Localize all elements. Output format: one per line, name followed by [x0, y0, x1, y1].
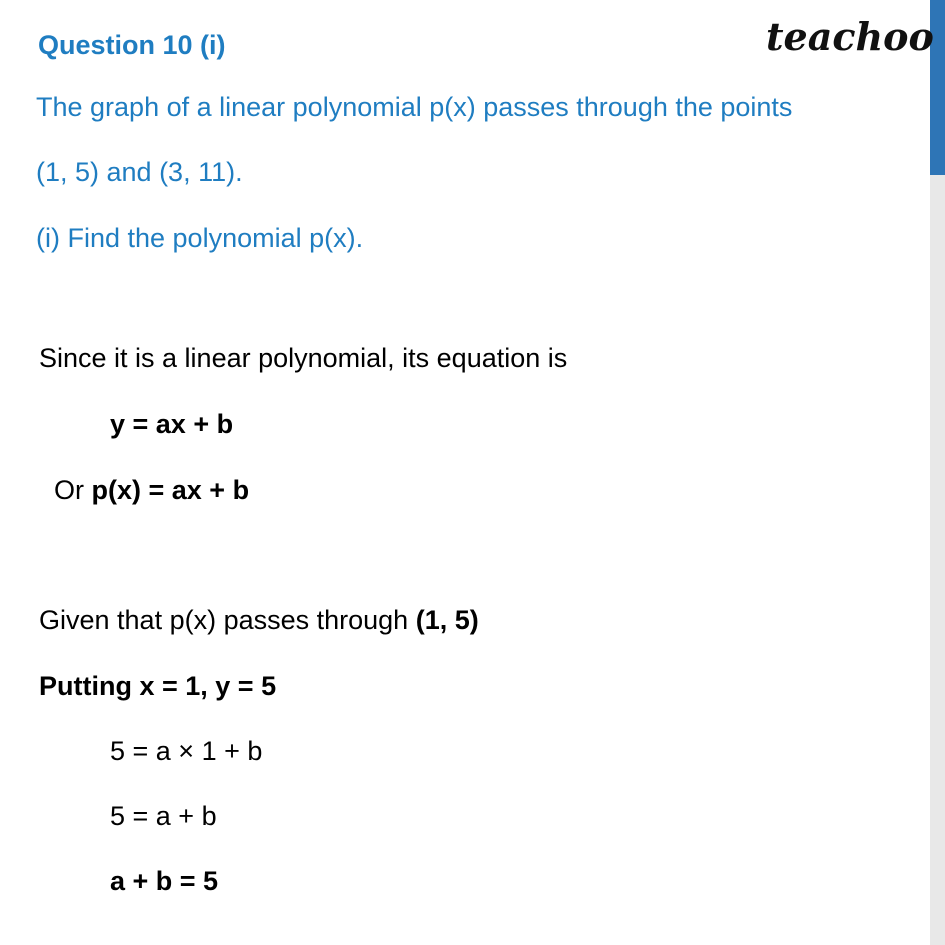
question-line-2: (1, 5) and (3, 11). [36, 157, 243, 187]
question-line-3: (i) Find the polynomial p(x). [36, 223, 364, 253]
equation-p-prefix: Or [54, 475, 92, 505]
teachoo-logo: teachoo [766, 14, 934, 59]
equation-p-formula: p(x) = ax + b [91, 475, 250, 505]
step-1: 5 = a × 1 + b [110, 736, 263, 766]
given-text: Given that p(x) passes through [39, 605, 416, 635]
side-scroll-bar[interactable] [930, 0, 945, 945]
step-3: a + b = 5 [110, 866, 219, 896]
solution-intro: Since it is a linear polynomial, its equation is [39, 343, 568, 373]
step-2: 5 = a + b [110, 801, 217, 831]
given-point: (1, 5) [415, 605, 479, 635]
putting-values: Putting x = 1, y = 5 [39, 671, 277, 701]
equation-y: y = ax + b [110, 409, 234, 439]
question-line-1: The graph of a linear polynomial p(x) passes through the points [36, 92, 793, 122]
question-heading: Question 10 (i) [38, 30, 226, 60]
equation-p [54, 475, 249, 506]
given-statement [39, 605, 479, 636]
